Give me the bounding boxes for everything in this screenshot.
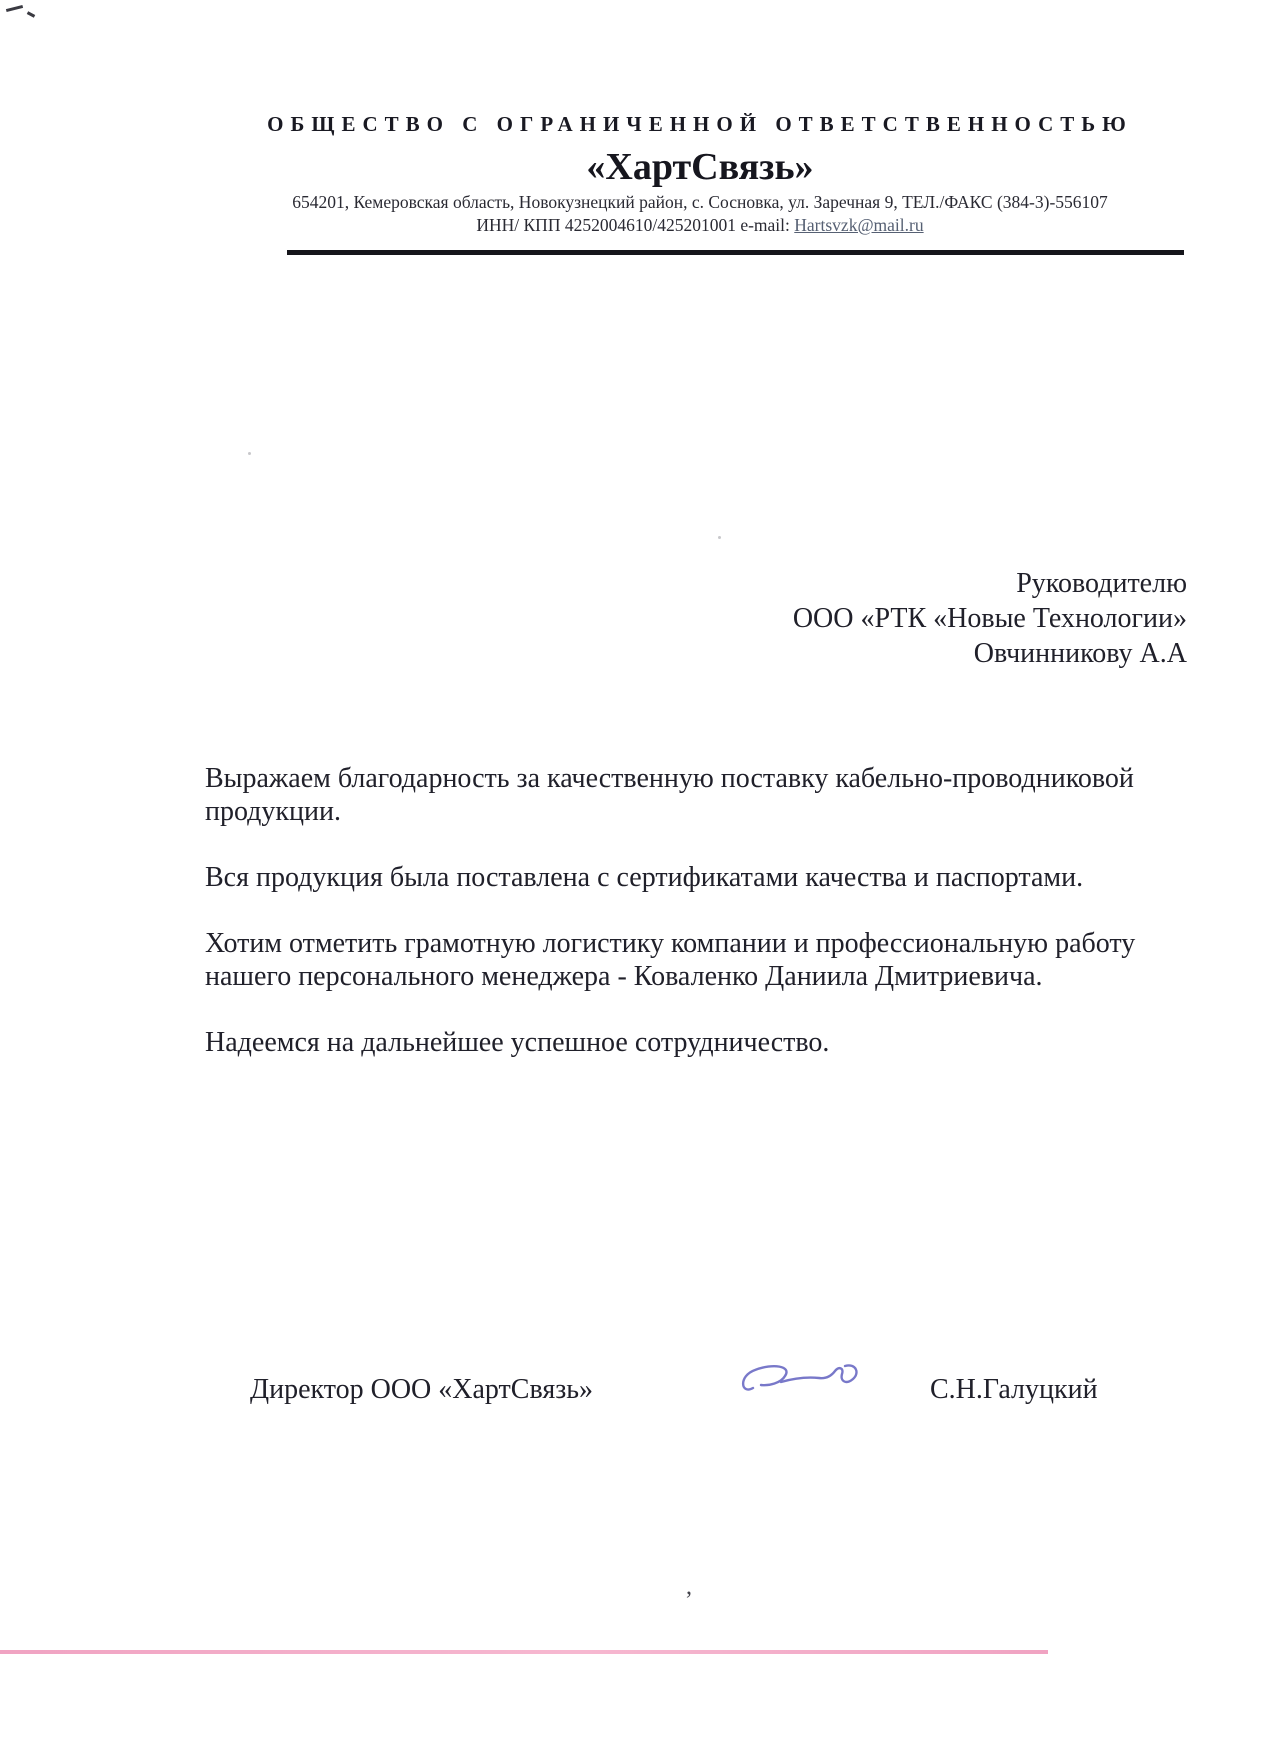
address-line: 654201, Кемеровская область, Новокузнецкий район, с. Сосновка, ул. Заречная 9, ТЕЛ./ФАКС (384-3)-556107 xyxy=(292,192,1108,212)
letter-body xyxy=(205,762,1205,1092)
inn-email-line xyxy=(210,215,1190,235)
recipient-company: ООО «РТК «Новые Технологии» xyxy=(792,603,1187,634)
letterhead xyxy=(210,112,1190,235)
scan-comma-artifact: , xyxy=(686,1574,692,1600)
org-type-line: ОБЩЕСТВО С ОГРАНИЧЕННОЙ ОТВЕТСТВЕННОСТЬЮ xyxy=(267,112,1133,136)
letterhead-divider xyxy=(287,250,1184,255)
org-name: «ХартСвязь» xyxy=(586,146,814,188)
scan-speck-artifact xyxy=(6,5,23,12)
email-link: Hartsvzk@mail.ru xyxy=(794,215,924,235)
scan-dot-artifact xyxy=(248,452,251,455)
letter-paragraph: Хотим отметить грамотную логистику компании и профессиональную работу нашего персонального менеджера - Коваленко Даниила Дмитриевича. xyxy=(205,928,1136,992)
signer-name: С.Н.Галуцкий xyxy=(930,1374,1098,1405)
inn-kpp-text: ИНН/ КПП 4252004610/425201001 e-mail: xyxy=(476,215,795,235)
recipient-block xyxy=(793,566,1187,671)
recipient-role: Руководителю xyxy=(1016,568,1187,599)
handwritten-signature-icon xyxy=(735,1354,875,1414)
letter-paragraph: Надеемся на дальнейшее успешное сотрудничество. xyxy=(205,1027,830,1058)
signature-row xyxy=(0,1368,1275,1438)
recipient-person: Овчинникову А.А xyxy=(973,638,1187,669)
signer-title: Директор ООО «ХартСвязь» xyxy=(250,1374,594,1405)
scan-speck-artifact xyxy=(27,11,35,17)
letter-paragraph: Выражаем благодарность за качественную поставку кабельно-проводниковой продукции. xyxy=(205,763,1134,827)
scanner-line-artifact xyxy=(0,1650,1048,1654)
scan-dot-artifact xyxy=(718,536,721,539)
letter-paragraph: Вся продукция была поставлена с сертификатами качества и паспортами. xyxy=(205,862,1084,893)
